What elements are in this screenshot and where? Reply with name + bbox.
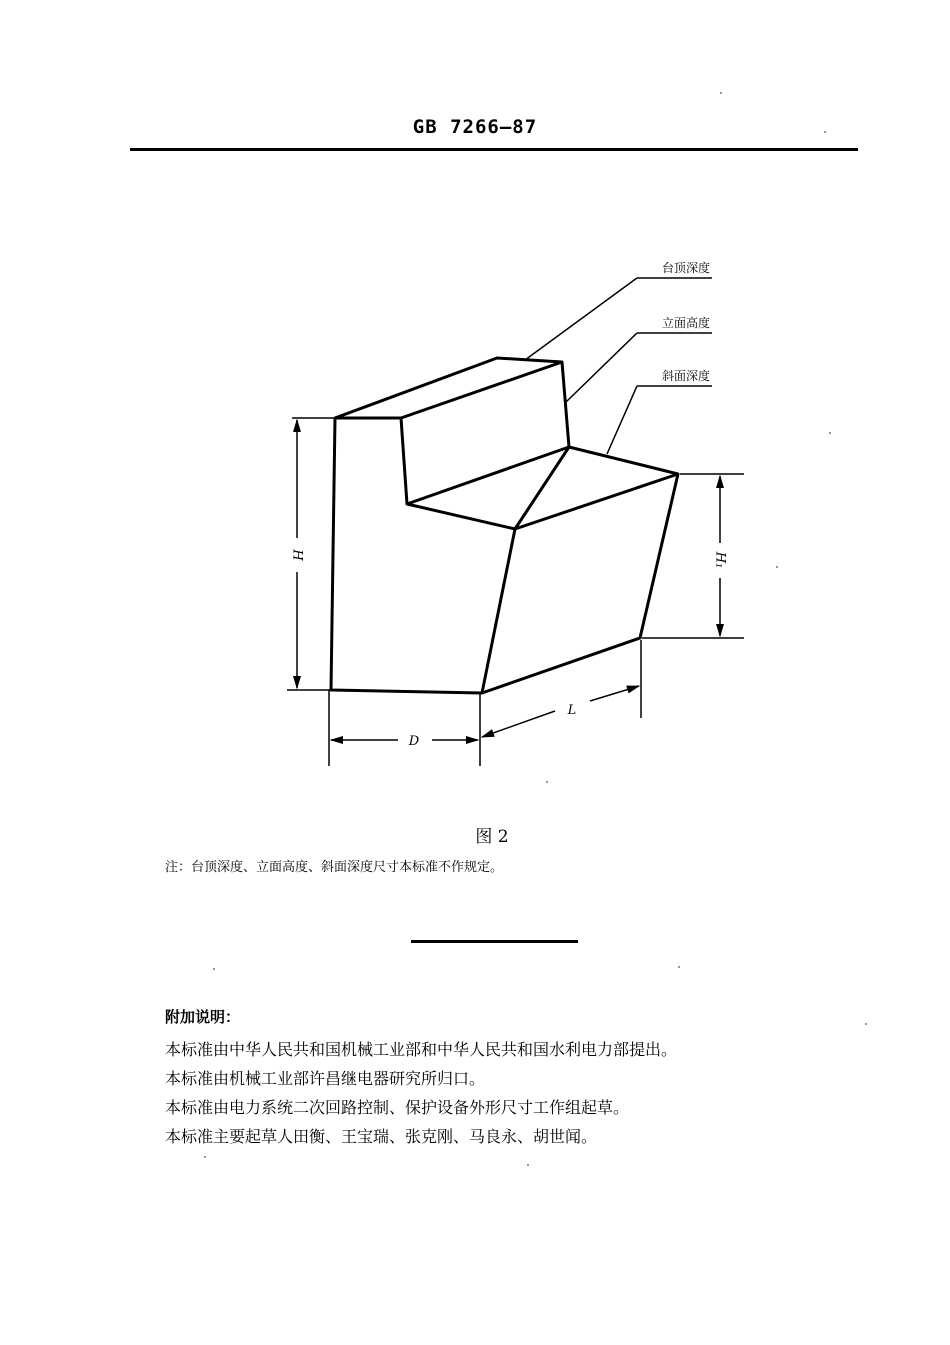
scan-speck <box>720 92 722 94</box>
standard-number-header: GB 7266—87 <box>412 116 538 138</box>
callout-upright-height: 立面高度 <box>661 316 711 330</box>
notes-line: 本标准由机械工业部许昌继电器研究所归口。 <box>165 1069 486 1088</box>
section-separator <box>411 940 578 943</box>
notes-heading: 附加说明： <box>165 1008 241 1026</box>
scan-speck <box>204 1156 206 1158</box>
scan-speck <box>678 966 680 968</box>
additional-notes <box>165 1006 677 1151</box>
scan-speck <box>829 432 831 434</box>
scan-speck <box>865 1023 867 1025</box>
scan-speck <box>527 1164 529 1166</box>
dimension-height-right <box>642 474 744 638</box>
scan-speck <box>824 131 826 133</box>
notes-line: 本标准主要起草人田衡、王宝瑞、张克刚、马良永、胡世闻。 <box>165 1127 598 1146</box>
notes-line: 本标准由中华人民共和国机械工业部和中华人民共和国水利电力部提出。 <box>165 1040 678 1059</box>
scan-speck <box>776 566 778 568</box>
dimension-depth <box>329 690 480 766</box>
dimension-label-h: H <box>289 549 305 561</box>
notes-line: 本标准由电力系统二次回路控制、保护设备外形尺寸工作组起草。 <box>165 1098 630 1117</box>
dimension-label-l: L <box>567 703 577 718</box>
dimension-label-h1: H₁ <box>712 551 728 569</box>
dimension-label-d: D <box>408 734 420 749</box>
callout-top-depth: 台顶深度 <box>661 261 711 275</box>
callout-slope-depth: 斜面深度 <box>661 369 711 383</box>
dimension-length <box>482 640 641 737</box>
figure-note: 注：台顶深度、立面高度、斜面深度尺寸本标准不作规定。 <box>165 860 504 875</box>
console-outline <box>331 358 678 693</box>
scan-speck <box>546 781 548 783</box>
scan-speck <box>213 968 215 970</box>
figure-caption: 图 2 <box>475 827 509 847</box>
